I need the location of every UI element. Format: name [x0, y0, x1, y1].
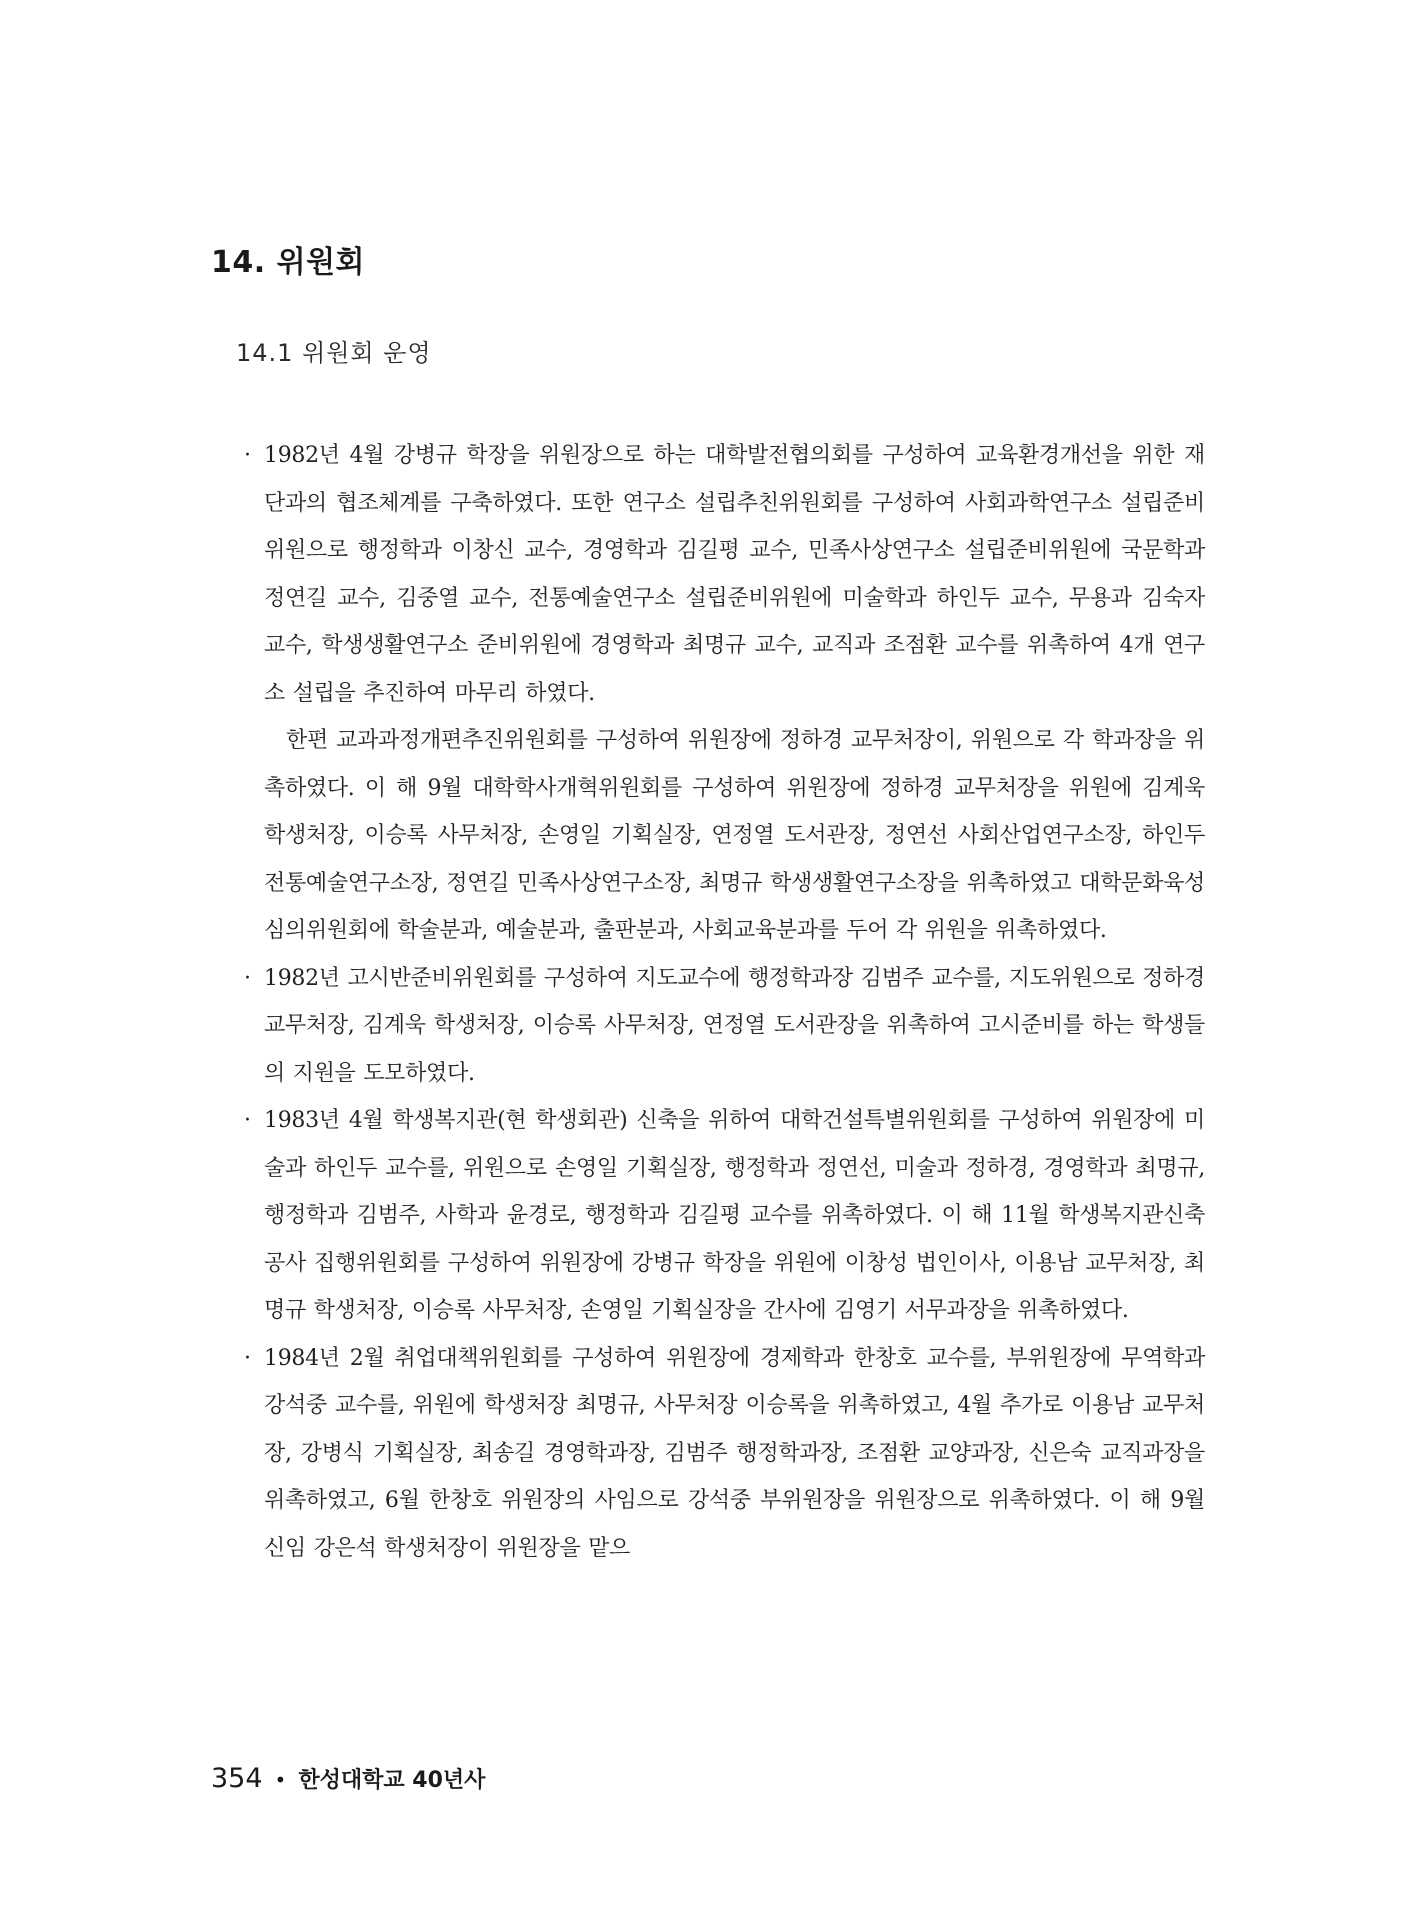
subsection-title: 14.1 위원회 운영 [236, 339, 432, 367]
list-item [240, 432, 1205, 955]
body-text [240, 432, 1205, 1572]
bullet-marker: · [244, 1108, 251, 1133]
section-title: 14. 위원회 [211, 245, 366, 280]
paragraph: 1984년 2월 취업대책위원회를 구성하여 위원장에 경제학과 한창호 교수를, 부위원장에 무역학과 강석중 교수를, 위원에 학생처장 최명규, 사무처장 이승록을 위촉하였고, 4월 추가로 이용남 교무처장, 강병식 기획실장, 최송길 경영학과장, 김범주 행정학과장, 조점환 교양과장, 신은숙 교직과장을 위촉하였고, 6월 한창호 위원장의 사임으로 강석중 부위원장을 위원장으로 위촉하였다. 이 해 9월 신임 강은석 학생처장이 위원장을 맡으 [264, 1345, 1205, 1561]
list-item [240, 955, 1205, 1098]
footer-separator: • [274, 1768, 287, 1792]
page-number: 354 [211, 1763, 263, 1794]
book-title: 한성대학교 40년사 [298, 1768, 486, 1793]
paragraph: 1983년 4월 학생복지관(현 학생회관) 신축을 위하여 대학건설특별위원회를 구성하여 위원장에 미술과 하인두 교수를, 위원으로 손영일 기획실장, 행정학과 정연선, 미술과 정하경, 경영학과 최명규, 행정학과 김범주, 사학과 윤경로, 행정학과 김길평 교수를 위촉하였다. 이 해 11월 학생복지관신축공사 집행위원회를 구성하여 위원장에 강병규 학장을 위원에 이창성 법인이사, 이용남 교무처장, 최명규 학생처장, 이승록 사무처장, 손영일 기획실장을 간사에 김영기 서무과장을 위촉하였다. [264, 1108, 1205, 1323]
paragraph: 1982년 고시반준비위원회를 구성하여 지도교수에 행정학과장 김범주 교수를, 지도위원으로 정하경 교무처장, 김계욱 학생처장, 이승록 사무처장, 연정열 도서관장을 위촉하여 고시준비를 하는 학생들의 지원을 도모하였다. [264, 965, 1205, 1086]
bullet-marker: · [244, 443, 251, 468]
list-item [240, 1335, 1205, 1573]
bullet-marker: · [244, 965, 251, 991]
paragraph: 1982년 4월 강병규 학장을 위원장으로 하는 대학발전협의회를 구성하여 교육환경개선을 위한 재단과의 협조체계를 구축하였다. 또한 연구소 설립추친위원회를 구성하여 사회과학연구소 설립준비위원으로 행정학과 이창신 교수, 경영학과 김길평 교수, 민족사상연구소 설립준비위원에 국문학과 정연길 교수, 김중열 교수, 전통예술연구소 설립준비위원에 미술학과 하인두 교수, 무용과 김숙자 교수, 학생생활연구소 준비위원에 경영학과 최명규 교수, 교직과 조점환 교수를 위촉하여 4개 연구소 설립을 추진하여 마무리 하였다. [264, 443, 1205, 706]
bullet-marker: · [244, 1345, 251, 1371]
page-footer [211, 1763, 485, 1794]
paragraph: 한편 교과과정개편추진위원회를 구성하여 위원장에 정하경 교무처장이, 위원으로 각 학과장을 위촉하였다. 이 해 9월 대학학사개혁위원회를 구성하여 위원장에 정하경 교무처장을 위원에 김계욱 학생처장, 이승록 사무처장, 손영일 기획실장, 연정열 도서관장, 정연선 사회산업연구소장, 하인두 전통예술연구소장, 정연길 민족사상연구소장, 최명규 학생생활연구소장을 위촉하였고 대학문화육성심의위원회에 학술분과, 예술분과, 출판분과, 사회교육분과를 두어 각 위원을 위촉하였다. [264, 728, 1205, 943]
list-item [240, 1097, 1205, 1335]
